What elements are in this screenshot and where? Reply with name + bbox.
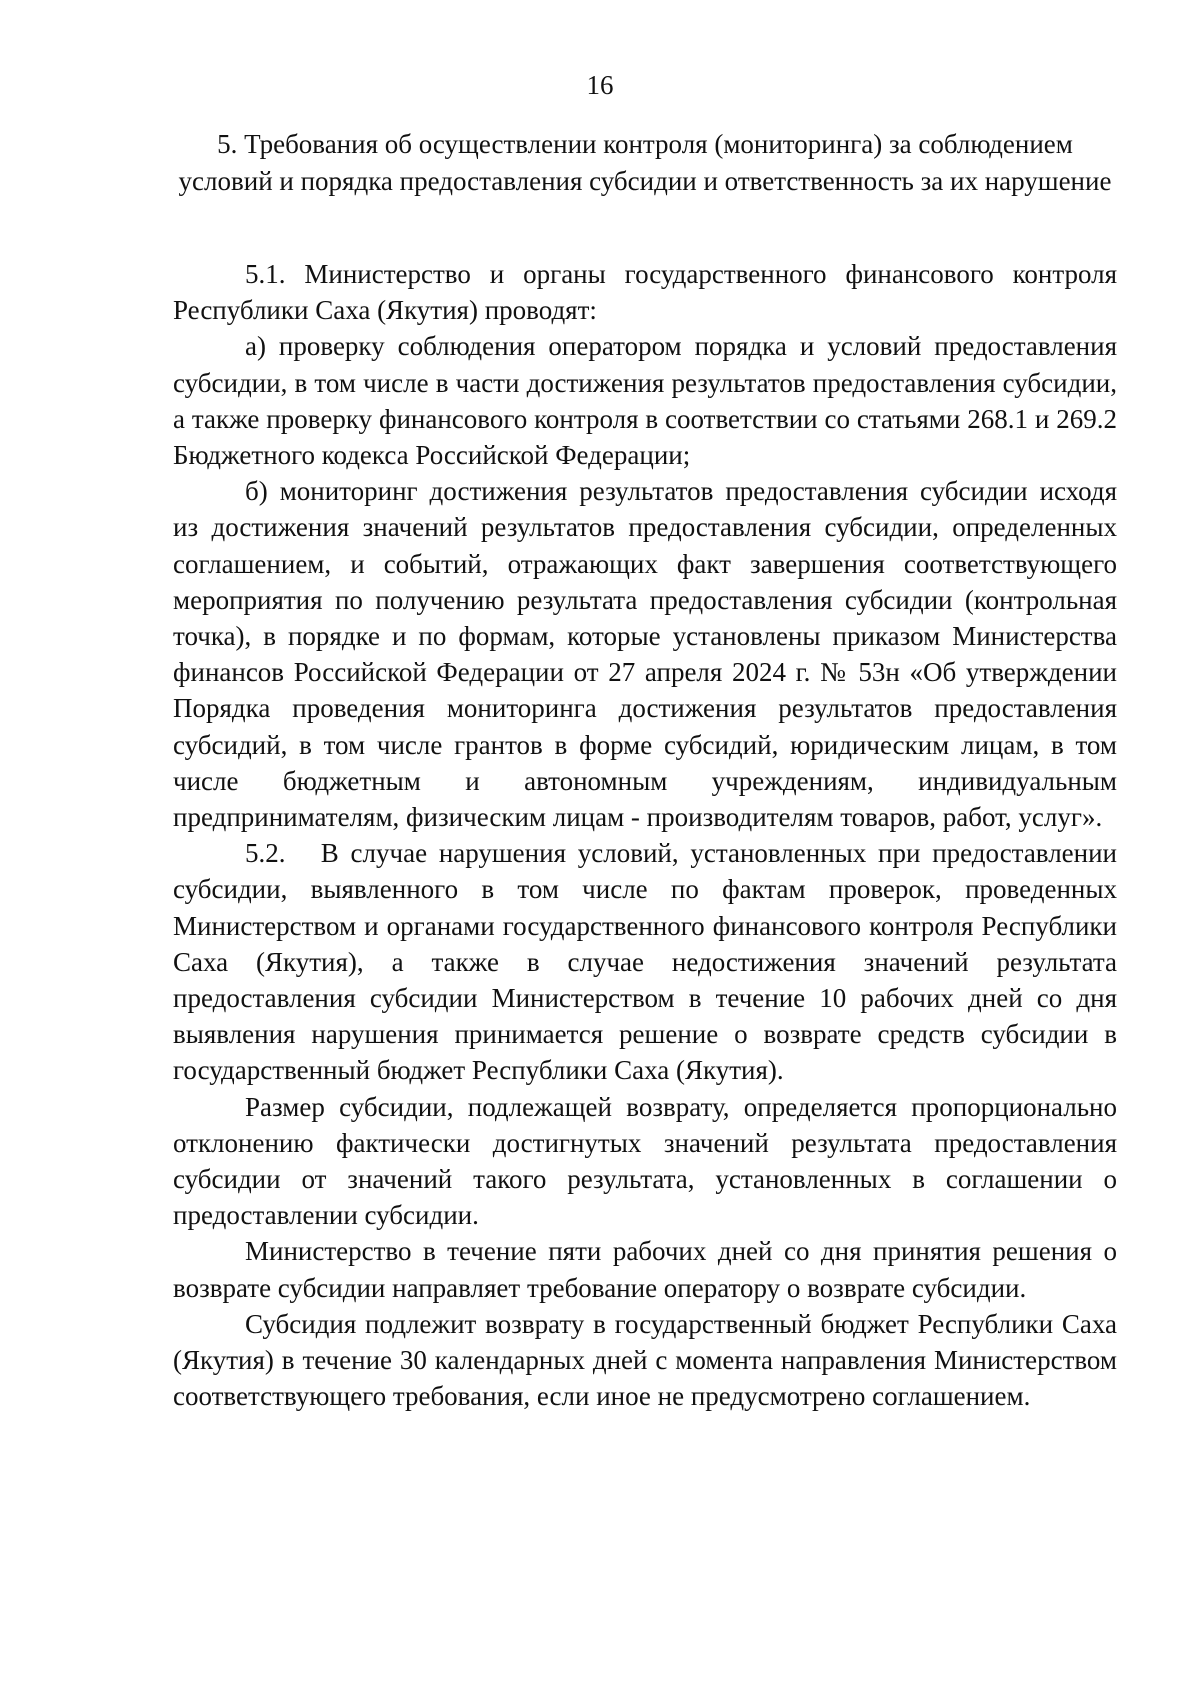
paragraph-5-2: 5.2. В случае нарушения условий, установленных при предоставлении субсидии, выявленного в том числе по фактам проверок, проведенных Министерством и органами государственного финансового контроля Республики Саха (Якутия), а также в случае недостижения значений результата предоставления субсидии Министерством в течение 10 рабочих дней со дня выявления нарушения принимается решение о возврате средств субсидии в государственный бюджет Республики Саха (Якутия). [173,838,1124,1086]
page-number: 16 [586,70,614,100]
paragraph-refund-amount: Размер субсидии, подлежащей возврату, определяется пропорционально отклонению фактически достигнутых значений результата предоставления субсидии от значений такого результата, установленных в соглашении о предоставлении субсидии. [173,1091,1117,1231]
paragraph-5-1-a: а) проверку соблюдения оператором порядка и условий предоставления субсидии, в том числе в части достижения результатов предоставления субсидии, а также проверку финансового контроля в соответствии со статьями 268.1 и 269.2 Бюджетного кодекса Российской Федерации; [173,331,1117,471]
paragraph-refund-deadline: Субсидия подлежит возврату в государственный бюджет Республики Саха (Якутия) в течение 30 календарных дней с момента направления Министерством соответствующего требования, если иное не предусмотрено соглашением. [173,1308,1117,1412]
paragraph-refund-request: Министерство в течение пяти рабочих дней со дня принятия решения о возврате субсидии направляет требование оператору о возврате субсидии. [173,1236,1117,1303]
paragraph-5-1: 5.1. Министерство и органы государственного финансового контроля Республики Саха (Якутия) проводят: [173,259,1117,326]
section-heading: 5. Требования об осуществлении контроля (мониторинга) за соблюдением условий и порядка предоставления субсидии и ответственность за их нарушение [178,129,1112,196]
document-body [173,256,1124,1415]
paragraph-5-1-b: б) мониторинг достижения результатов предоставления субсидии исходя из достижения значений результатов предоставления субсидии, определенных соглашением, и событий, отражающих факт завершения соответствующего мероприятия по получению результата предоставления субсидии (контрольная точка), в порядке и по формам, которые установлены приказом Министерства финансов Российской Федерации от 27 апреля 2024 г. № 53н «Об утверждении Порядка проведения мониторинга достижения результатов предоставления субсидий, в том числе грантов в форме субсидий, юридическим лицам, в том числе бюджетным и автономным учреждениям, индивидуальным предпринимателям, физическим лицам - производителям товаров, работ, услуг». [173,476,1117,833]
